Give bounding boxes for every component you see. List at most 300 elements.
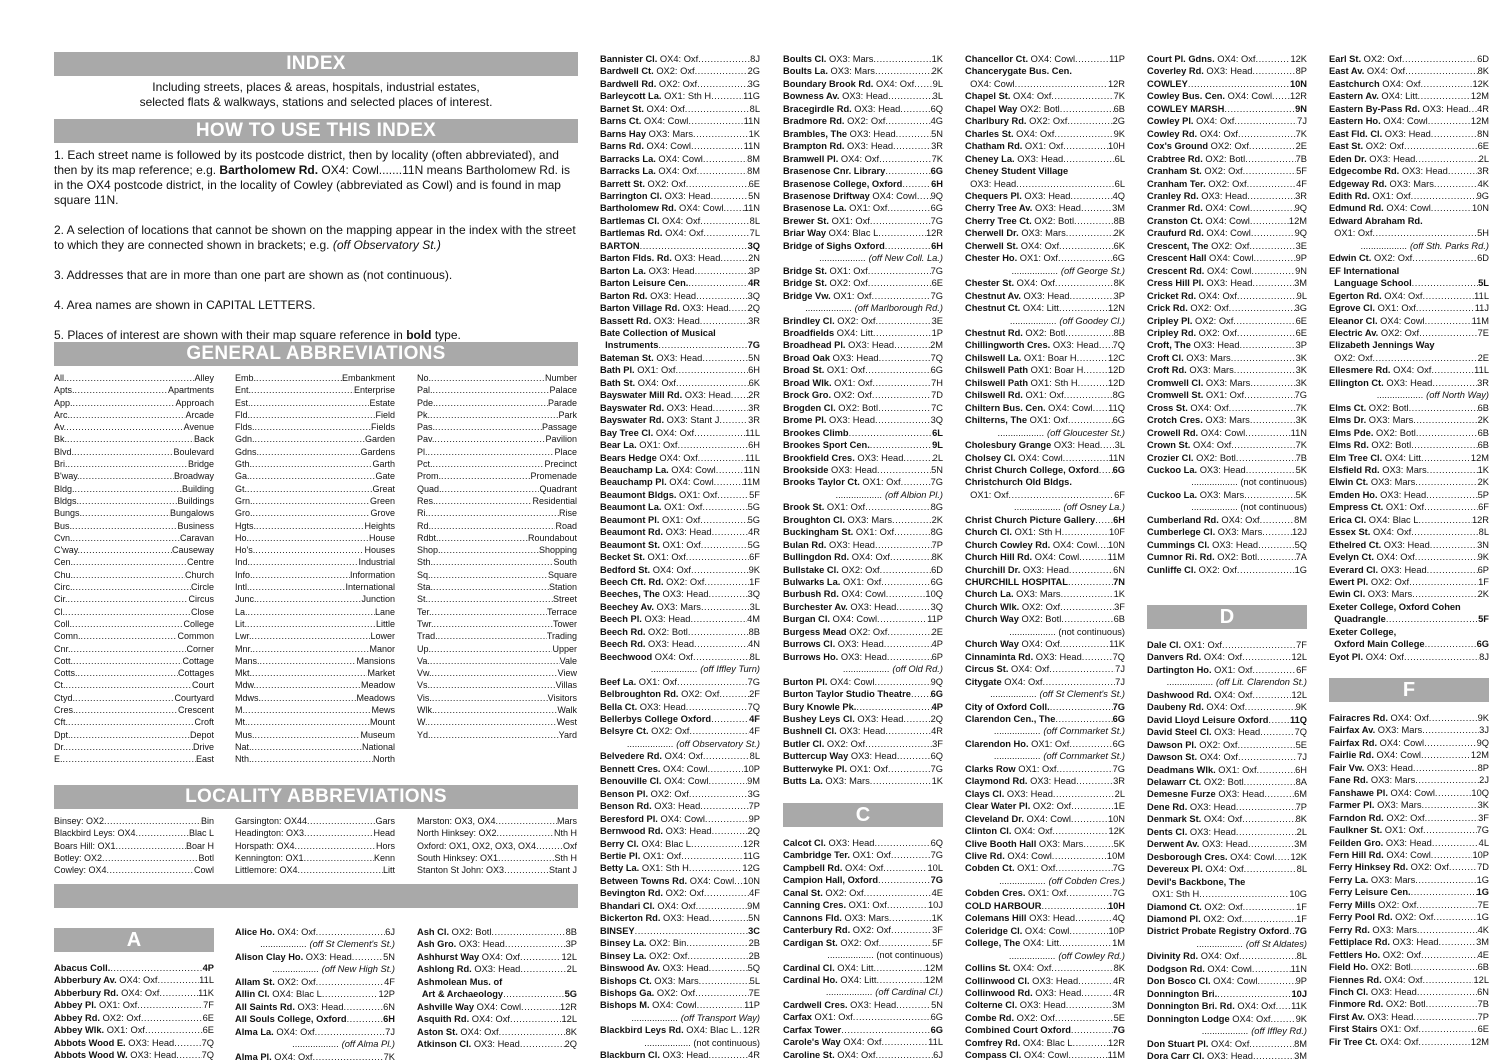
leader-dots xyxy=(1431,202,1472,214)
index-entry xyxy=(965,825,1125,837)
index-entry xyxy=(1329,476,1489,488)
index-entry-name: Bridge of Sighs Oxford xyxy=(783,240,885,251)
index-note xyxy=(783,949,943,961)
index-entry-locality: OX3: Head xyxy=(1366,153,1416,164)
index-entry-locality: OX1: Oxf xyxy=(659,514,701,525)
index-entry-name: Devereux Pl. OX4: Oxf xyxy=(1147,864,1244,875)
index-entry-name: Brock Gro. OX2: Oxf xyxy=(783,390,872,401)
leader-dots xyxy=(1095,514,1113,526)
index-entry-ref: 6L xyxy=(932,427,943,438)
index-entry-ref: 9M xyxy=(747,776,760,787)
leader-dots xyxy=(688,277,748,289)
index-entry-locality: OX3: Head xyxy=(851,103,901,114)
index-entry-locality: OX4: Cowl xyxy=(1387,787,1435,798)
index-entry-name: Earl St. OX2: Oxf xyxy=(1329,54,1402,64)
index-entry-locality: OX3: Mars xyxy=(1369,924,1417,935)
index-entry-name: Bardwell Ct. OX2: Oxf xyxy=(600,66,695,77)
index-entry-locality: OX1: Oxf xyxy=(1022,141,1064,152)
index-entry-ref: 11P xyxy=(1109,54,1125,64)
abbreviation-row xyxy=(235,815,395,827)
leader-dots xyxy=(428,507,559,519)
index-entry-ref: 9P xyxy=(1295,253,1307,264)
index-entry-locality: OX2: Oxf xyxy=(644,178,686,189)
leader-dots xyxy=(686,701,748,713)
index-entry-locality: OX3: Head xyxy=(826,415,875,426)
index-entry xyxy=(600,688,760,700)
index-entry-name: Bradmore Rd. OX2: Oxf xyxy=(783,116,886,127)
abbreviation-value: Head xyxy=(373,828,395,839)
index-entry-ref: 7J xyxy=(385,1026,395,1037)
index-entry-ref: 5N xyxy=(748,190,760,201)
leader-dots xyxy=(709,962,748,974)
index-entry-locality: OX4: Oxf xyxy=(1018,639,1060,650)
index-entry-ref: 7Q xyxy=(1294,727,1307,738)
index-entry-name: Bella Ct. OX3: Head xyxy=(600,701,686,712)
abbreviation-row xyxy=(54,716,214,728)
index-entry-ref: 6D xyxy=(1477,54,1489,64)
index-entry-locality: OX4: Cowl xyxy=(666,477,714,488)
index-entry-locality: OX3: Head xyxy=(659,1050,709,1060)
index-entry-name: Fanshawe Pl. OX4: Cowl xyxy=(1329,787,1435,798)
index-entry-name: Beeches, The OX3: Head xyxy=(600,589,709,600)
index-entry-ref: 7K xyxy=(931,153,943,164)
leader-dots xyxy=(1236,801,1296,813)
index-entry xyxy=(1147,165,1307,177)
leader-dots xyxy=(702,352,748,364)
index-entry-ref: 4P xyxy=(202,963,214,973)
index-entry-name: Derwent Av. OX3: Head xyxy=(1147,839,1248,850)
abbreviation-value: Square xyxy=(547,569,577,580)
index-entry xyxy=(600,800,760,812)
index-entry-locality: OX4: Cowl xyxy=(1202,215,1250,226)
index-entry-locality: OX3: Mars xyxy=(844,514,892,525)
leader-dots xyxy=(1064,389,1113,401)
leader-dots xyxy=(1052,850,1107,862)
index-entry-ref: 5F xyxy=(1296,166,1307,177)
index-entry-locality: OX3: Head xyxy=(645,265,695,276)
index-entry xyxy=(783,899,943,911)
index-entry-ref: 1G xyxy=(1294,564,1307,575)
abbreviation-value: Yard xyxy=(558,729,577,740)
index-entry-name: Ferry Pool Rd. OX2: Oxf xyxy=(1329,912,1434,923)
index-entry-ref: 7L xyxy=(749,228,760,239)
index-entry-name: Butler Cl. OX2: Oxf xyxy=(783,738,866,749)
index-entry-name: Canning Cres. OX1: Oxf xyxy=(783,900,887,911)
index-entry-ref: 3R xyxy=(1477,166,1489,177)
index-entry-name: Campbell Rd. OX4: Oxf xyxy=(783,862,884,873)
index-entry-ref: 2F xyxy=(749,689,760,700)
index-entry-name: Charlbury Rd. OX2: Oxf xyxy=(965,116,1068,127)
abbreviation-value: Shopping xyxy=(538,545,577,556)
leader-dots xyxy=(1411,439,1477,451)
index-entry-locality: OX4: Cowl xyxy=(676,203,724,214)
index-entry-name: Ash Gro. OX3: Head xyxy=(417,939,505,950)
index-entry-locality: OX3: Head xyxy=(826,539,875,550)
index-entry-locality: OX3: Head xyxy=(1032,987,1082,998)
index-entry-ref: 5E xyxy=(1295,739,1307,750)
index-entry xyxy=(600,925,760,937)
leader-dots xyxy=(141,1012,203,1024)
howto-p2 xyxy=(54,223,578,253)
index-entry-ref: 12R xyxy=(925,228,943,239)
index-entry-ref: 12J xyxy=(1292,527,1307,538)
index-entry-ref: 6D xyxy=(931,564,943,575)
index-entry-ref: 3K xyxy=(1477,800,1489,811)
leader-dots xyxy=(71,643,187,655)
leader-dots xyxy=(1417,986,1477,998)
leader-dots xyxy=(433,556,553,568)
index-entry-locality: OX3: Head xyxy=(847,999,897,1010)
leader-dots xyxy=(1059,937,1112,949)
index-entry-locality: OX3: Head xyxy=(1020,290,1070,301)
leader-dots xyxy=(1431,849,1473,861)
index-entry-ref: 12R xyxy=(1107,78,1125,89)
abbreviation-key: Info. xyxy=(235,569,253,580)
index-entry xyxy=(965,489,1125,501)
index-entry xyxy=(783,464,943,476)
index-note xyxy=(783,252,943,264)
index-entry-name: David Steel Cl. OX3: Head xyxy=(1147,727,1261,738)
leader-dots xyxy=(1008,489,1114,501)
abbreviation-row xyxy=(235,692,395,704)
index-entry-locality: OX1: Oxf xyxy=(847,763,888,774)
index-entry-ref: 10Q xyxy=(1471,787,1489,798)
index-entry-ref: 7J xyxy=(1115,664,1125,675)
abbreviation-value: Nth H xyxy=(553,828,577,839)
index-entry-ref: 3Q xyxy=(930,415,943,426)
index-entry-locality: OX1: Oxf xyxy=(850,850,891,861)
abbreviation-row xyxy=(54,556,214,568)
index-entry-locality: OX1: Oxf xyxy=(1211,664,1253,675)
leader-dots xyxy=(897,750,931,762)
leader-dots xyxy=(865,501,930,513)
index-note xyxy=(235,1038,395,1050)
index-entry-ref: 10J xyxy=(1291,988,1307,999)
index-entry-ref: 3G xyxy=(1294,303,1307,314)
abbreviation-value: Crescent xyxy=(177,705,214,716)
index-entry-ref: 7Q xyxy=(201,1037,214,1048)
index-entry xyxy=(600,153,760,165)
index-entry-ref: 9Q xyxy=(1476,737,1489,748)
leader-dots xyxy=(315,1026,386,1038)
index-entry-name: Croft, The OX3: Head xyxy=(1147,340,1240,351)
index-entry-name: Bickerton Rd. OX3: Head xyxy=(600,913,710,924)
index-entry-ref: 2L xyxy=(1478,153,1489,164)
index-entry-locality: OX2: Oxf xyxy=(648,726,690,737)
abbreviation-key: Prom. xyxy=(417,471,442,482)
leader-dots xyxy=(903,713,930,725)
index-entry-ref: 6M xyxy=(1294,789,1307,800)
index-entry-ref: 6G xyxy=(930,689,943,700)
abbreviation-value: North xyxy=(372,754,395,765)
index-entry-name: Bullstake Cl. OX2: Oxf xyxy=(783,564,880,575)
abbreviation-row xyxy=(235,864,395,876)
index-entry xyxy=(600,65,760,77)
index-entry-name: Brookes Climb xyxy=(783,427,849,438)
index-entry-locality: OX4: Oxf xyxy=(1011,826,1053,837)
index-entry-locality: OX3: Head xyxy=(671,253,721,264)
index-entry-name: Comfrey Rd. OX4: Blac L xyxy=(965,1037,1073,1048)
leader-dots xyxy=(887,626,931,638)
index-entry-name: Brookside OX3: Head xyxy=(783,464,878,475)
leader-dots xyxy=(1068,414,1113,426)
index-entry-locality: OX4: Cowl xyxy=(649,1000,697,1011)
index-entry xyxy=(600,277,760,289)
index-entry xyxy=(1329,215,1489,227)
leader-dots xyxy=(873,962,924,974)
abbreviation-row xyxy=(54,372,214,384)
index-entry xyxy=(1329,464,1489,476)
index-entry-name: Calcot Cl. OX3: Head xyxy=(783,838,875,848)
index-entry-locality: OX3: Head xyxy=(845,340,895,351)
abbreviation-value: Junction xyxy=(361,594,395,605)
index-entry-ref: 4P xyxy=(931,701,943,712)
abbreviation-row xyxy=(417,372,577,384)
index-entry-ref: 12L xyxy=(1291,652,1307,663)
index-entry xyxy=(1329,53,1489,65)
abbreviation-value: Circle xyxy=(190,582,214,593)
index-entry-locality: OX4: Oxf xyxy=(116,975,158,986)
index-entry xyxy=(965,1012,1125,1024)
index-entry xyxy=(1329,140,1489,152)
leader-dots xyxy=(520,951,561,963)
index-entry xyxy=(600,452,760,464)
index-note-text: .................. (off Cardinal Cl.) xyxy=(826,987,943,998)
index-entry-locality: OX4: Oxf xyxy=(1202,864,1244,875)
abbreviation-key: Cott. xyxy=(54,655,74,666)
index-entry-ref: 11P xyxy=(744,1000,760,1011)
leader-dots xyxy=(1231,439,1295,451)
leader-dots xyxy=(1056,763,1112,775)
index-entry xyxy=(600,551,760,563)
index-entry-name: Clays Cl. OX3: Head xyxy=(965,788,1053,799)
index-entry-name: Ethelred Ct. OX3: Head xyxy=(1329,539,1430,550)
index-entry-ref: 6G xyxy=(930,203,943,214)
abbreviation-row xyxy=(417,409,577,421)
index-entry xyxy=(600,476,760,488)
index-entry-name: Cardinal Ho. OX4: Litt xyxy=(783,974,877,985)
index-entry-locality: OX3: Mars xyxy=(1375,725,1423,736)
index-entry-name: Beech Pl. OX3: Head xyxy=(600,614,691,625)
leader-dots xyxy=(1077,352,1108,364)
index-entry-name: Clarendon Cen., The xyxy=(965,714,1056,725)
abbreviation-key: Blvd. xyxy=(54,446,75,457)
index-entry-ref: 2L xyxy=(566,964,577,975)
index-entry-locality: OX2: Oxf xyxy=(1363,141,1404,152)
index-entry-name: Canal St. OX2: Oxf xyxy=(783,887,864,898)
index-entry xyxy=(54,974,214,986)
index-entry-name: Ashville Way OX4: Cowl xyxy=(417,1001,522,1012)
index-entry-locality: OX3: Head xyxy=(835,639,884,650)
leader-dots xyxy=(1061,613,1113,625)
index-entry-name: Cranham Ter. OX2: Oxf xyxy=(1147,178,1247,189)
index-entry-ref: 12R xyxy=(1107,1037,1125,1048)
abbreviation-key: Shop. xyxy=(417,545,441,556)
index-entry-ref: 8A xyxy=(1295,776,1307,787)
index-entry-name: Bath Pl. OX1: Oxf xyxy=(600,365,676,376)
abbreviation-row xyxy=(417,495,577,507)
index-entry xyxy=(1329,452,1489,464)
index-entry xyxy=(600,402,760,414)
abbreviation-value: Bin xyxy=(200,816,214,826)
index-entry-locality: OX3: Mars xyxy=(1366,415,1414,426)
index-entry-ref: 5G xyxy=(747,514,760,525)
index-entry-name: Craufurd Rd. OX4: Cowl xyxy=(1147,228,1251,239)
leader-dots xyxy=(432,606,547,618)
index-entry-name: Church Wlk. OX2: Oxf xyxy=(965,601,1061,612)
index-entry-ref: 3C xyxy=(748,925,760,936)
index-entry-ref: 5F xyxy=(932,937,943,948)
index-note-text: .................. (off Osney La.) xyxy=(1014,502,1125,513)
index-column-d1 xyxy=(1147,639,1307,1060)
index-entry-ref: 2B xyxy=(748,950,760,961)
leader-dots xyxy=(889,912,932,924)
abbreviation-key: Ct. xyxy=(54,680,66,691)
index-entry xyxy=(1329,899,1489,911)
leader-dots xyxy=(696,900,747,912)
index-entry xyxy=(1329,924,1489,936)
index-entry xyxy=(54,999,214,1011)
index-entry xyxy=(1147,227,1307,239)
index-entry-locality: OX4: Litt xyxy=(1378,91,1418,102)
leader-dots xyxy=(1236,826,1297,838)
index-entry-ref: 8B xyxy=(1113,215,1125,226)
index-entry-ref: 5N xyxy=(931,128,943,139)
index-entry-ref: 5E xyxy=(1113,1012,1125,1023)
index-entry xyxy=(600,838,760,850)
index-entry xyxy=(1147,838,1307,850)
index-entry-locality: OX3: Head xyxy=(1197,464,1246,475)
index-entry-locality: OX4: Cowl xyxy=(1377,737,1425,748)
abbreviation-key: Nth. xyxy=(235,754,252,765)
leader-dots xyxy=(247,618,376,630)
leader-dots xyxy=(145,1024,203,1036)
index-entry xyxy=(965,464,1125,476)
index-entry xyxy=(600,638,760,650)
leader-dots xyxy=(877,613,927,625)
leader-dots xyxy=(1448,165,1477,177)
abbreviation-row xyxy=(54,507,214,519)
index-entry xyxy=(1329,377,1489,389)
leader-dots xyxy=(868,265,931,277)
leader-dots xyxy=(890,551,932,563)
index-entry-ref: 3Q xyxy=(747,240,760,251)
index-entry xyxy=(1147,888,1307,900)
index-entry-ref: 2J xyxy=(1479,775,1489,786)
index-entry xyxy=(600,788,760,800)
index-entry xyxy=(965,240,1125,252)
abbreviation-row xyxy=(417,433,577,445)
leader-dots xyxy=(1068,576,1113,588)
index-entry-ref: 5K xyxy=(1113,838,1125,849)
index-entry-ref: 11L xyxy=(199,975,214,986)
index-entry-ref: 8K xyxy=(1477,66,1489,77)
index-entry-locality: OX4: Oxf xyxy=(643,103,685,114)
leader-dots xyxy=(1415,874,1476,886)
leader-dots xyxy=(1418,1023,1477,1035)
index-entry xyxy=(965,912,1125,924)
abbreviation-value: Enterprise xyxy=(353,385,395,396)
leader-dots xyxy=(252,630,371,642)
abbreviation-row xyxy=(235,667,395,679)
index-entry-locality: OX2: Botl xyxy=(1214,552,1258,563)
index-entry-locality: OX1: Oxf xyxy=(1181,640,1222,650)
index-entry-name: Crabtree Rd. OX2: Botl xyxy=(1147,153,1246,164)
index-entry-ref: 7G xyxy=(930,875,943,886)
index-entry-locality: OX4: Oxf xyxy=(1014,278,1055,289)
index-entry-name: Carole's Way OX4: Oxf xyxy=(783,1037,882,1048)
index-entry xyxy=(965,788,1125,800)
index-entry-name: Chatham Rd. OX1: Oxf xyxy=(965,141,1064,152)
index-entry-locality: OX4: Cowl xyxy=(1202,203,1250,214)
index-entry xyxy=(1329,78,1489,90)
index-entry-ref: 3L xyxy=(932,91,943,102)
index-entry-ref: 3M xyxy=(1294,278,1307,289)
index-entry xyxy=(783,240,943,252)
index-entry-name: Cheney La. OX3: Head xyxy=(965,153,1064,164)
index-entry xyxy=(600,564,760,576)
abbreviation-row xyxy=(235,618,395,630)
index-entry xyxy=(965,850,1125,862)
index-entry-ref: 7E xyxy=(1477,899,1489,910)
abbreviation-value: Cowl xyxy=(193,865,214,876)
index-entry-name: Church Cl. OX1: Sth H xyxy=(965,527,1062,538)
general-abbr-col-2 xyxy=(235,372,395,766)
index-entry-ref: 6P xyxy=(931,651,943,662)
index-entry xyxy=(965,576,1125,588)
leader-dots xyxy=(870,215,931,227)
index-entry-locality: OX3: Mars xyxy=(1018,228,1066,239)
index-entry-locality: OX2: Oxf xyxy=(844,116,886,127)
index-note xyxy=(600,738,760,750)
index-entry xyxy=(965,1049,1125,1060)
abbreviation-key: C'way. xyxy=(54,545,81,556)
index-entry-name: Quadrangle xyxy=(1329,614,1386,625)
leader-dots xyxy=(888,763,931,775)
index-entry-ref: 3F xyxy=(932,738,943,749)
index-entry-ref: 6H xyxy=(748,365,760,376)
index-entry-ref: 6K xyxy=(748,377,760,388)
index-entry xyxy=(965,514,1125,526)
index-entry-name: Atkinson Cl. OX3: Head xyxy=(417,1039,520,1050)
leader-dots xyxy=(352,951,383,963)
index-entry xyxy=(1147,664,1307,676)
index-entry-ref: 2G xyxy=(1112,116,1125,127)
index-entry xyxy=(783,676,943,688)
leader-dots xyxy=(690,613,747,625)
index-entry-name: OX1: Sth H xyxy=(1147,889,1200,900)
leader-dots xyxy=(700,315,748,327)
index-entry-ref: 5G xyxy=(747,539,760,550)
index-entry-ref: 8L xyxy=(1296,864,1307,875)
index-entry-locality: OX4: Oxf xyxy=(635,377,676,388)
index-entry-name: Becket St. OX1: Oxf xyxy=(600,552,686,563)
leader-dots xyxy=(1434,178,1478,190)
leader-dots xyxy=(73,532,180,544)
leader-dots xyxy=(79,495,177,507)
leader-dots xyxy=(1244,489,1296,501)
abbreviation-value: Circus xyxy=(188,594,214,605)
index-entry xyxy=(600,750,760,762)
index-entry-ref: 5N xyxy=(931,464,943,475)
index-entry-locality: OX4: Litt xyxy=(837,974,877,985)
leader-dots xyxy=(1405,65,1477,77)
index-entry xyxy=(783,389,943,401)
index-entry-name: Beaumont St. OX1: Oxf xyxy=(600,539,701,550)
leader-dots xyxy=(253,495,370,507)
abbreviation-row xyxy=(235,827,395,839)
index-note xyxy=(965,875,1125,887)
